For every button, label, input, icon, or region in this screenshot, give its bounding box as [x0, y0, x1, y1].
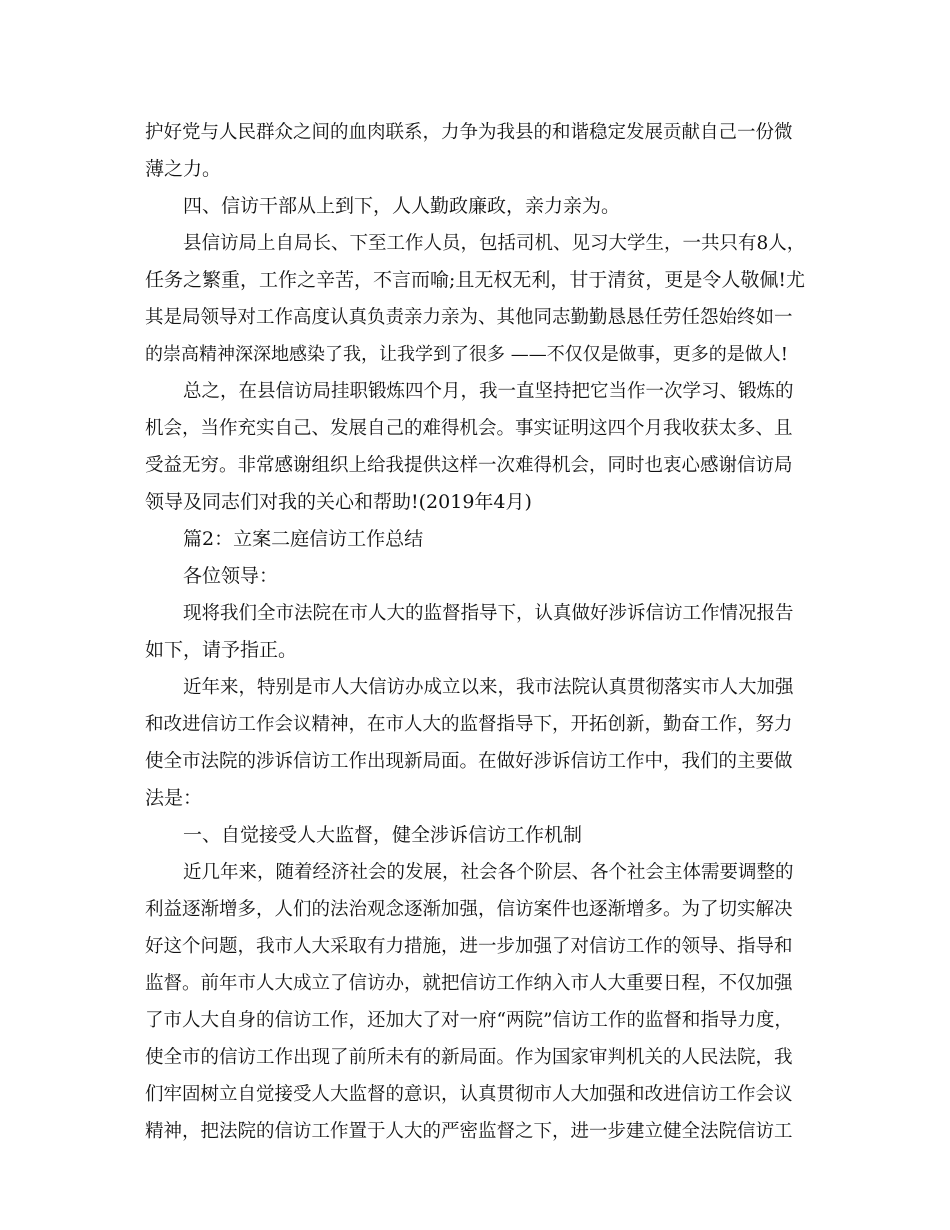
- text-line: 其是局领导对工作高度认真负责亲力亲为、其他同志勤勤恳恳任劳任怨始终如一: [145, 307, 793, 328]
- text-line: 们牢固树立自觉接受人大监督的意识，认真贯彻市人大加强和改进信访工作会议: [145, 1084, 793, 1105]
- text-line: 了市人大自身的信访工作，还加大了对一府“两院”信访工作的监督和指导力度，: [145, 1010, 793, 1031]
- text-line: 一、自觉接受人大监督，健全涉诉信访工作机制: [183, 824, 583, 846]
- text-line: 近年来，特别是市人大信访办成立以来，我市法院认真贯彻落实市人大加强: [183, 677, 794, 698]
- text-line: 监督。前年市人大成立了信访办，就把信访工作纳入市人大重要日程，不仅加强: [145, 973, 793, 994]
- text-line: 如下，请予指正。: [145, 639, 298, 661]
- text-line: 精神，把法院的信访工作置于人大的严密监督之下，进一步建立健全法院信访工: [145, 1121, 793, 1142]
- text-line: 法是：: [145, 787, 203, 809]
- text-line: 机会，当作充实自己、发展自己的难得机会。事实证明这四个月我收获太多、且: [145, 418, 793, 439]
- document-body: [145, 114, 805, 1150]
- text-line: 县信访局上自局长、下至工作人员，包括司机、见习大学生，一共只有8人，: [183, 233, 806, 254]
- text-line: 现将我们全市法院在市人大的监督指导下，认真做好涉诉信访工作情况报告: [183, 603, 794, 624]
- text-line: 领导及同志们对我的关心和帮助!(2019年4月): [145, 491, 532, 513]
- text-line: 使全市法院的涉诉信访工作出现新局面。在做好涉诉信访工作中，我们的主要做: [145, 751, 793, 772]
- text-line: 任务之繁重，工作之辛苦，不言而喻;且无权无利，甘于清贫，更是令人敬佩!尤: [145, 269, 806, 291]
- text-line: 使全市的信访工作出现了前所未有的新局面。作为国家审判机关的人民法院，我: [145, 1047, 793, 1068]
- text-line: 薄之力。: [145, 158, 222, 180]
- text-line: 好这个问题，我市人大采取有力措施，进一步加强了对信访工作的领导、指导和: [145, 936, 793, 957]
- text-line: 受益无穷。非常感谢组织上给我提供这样一次难得机会，同时也衷心感谢信访局: [145, 455, 793, 476]
- text-line: 和改进信访工作会议精神，在市人大的监督指导下，开拓创新，勤奋工作，努力: [145, 714, 793, 735]
- text-line: 总之，在县信访局挂职锻炼四个月，我一直坚持把它当作一次学习、锻炼的: [183, 381, 794, 402]
- text-line: 各位领导：: [183, 565, 279, 587]
- text-line: 护好党与人民群众之间的血肉联系，力争为我县的和谐稳定发展贡献自己一份微: [145, 122, 793, 143]
- text-line: 利益逐渐增多，人们的法治观念逐渐加强，信访案件也逐渐增多。为了切实解决: [145, 899, 793, 920]
- text-line: 的崇高精神深深地感染了我，让我学到了很多 ——不仅仅是做事，更多的是做人!: [145, 344, 788, 365]
- text-line: 近几年来，随着经济社会的发展，社会各个阶层、各个社会主体需要调整的: [183, 862, 794, 883]
- text-line: 四、信访干部从上到下，人人勤政廉政，亲力亲为。: [183, 195, 621, 217]
- text-line: 篇2：立案二庭信访工作总结: [183, 528, 424, 550]
